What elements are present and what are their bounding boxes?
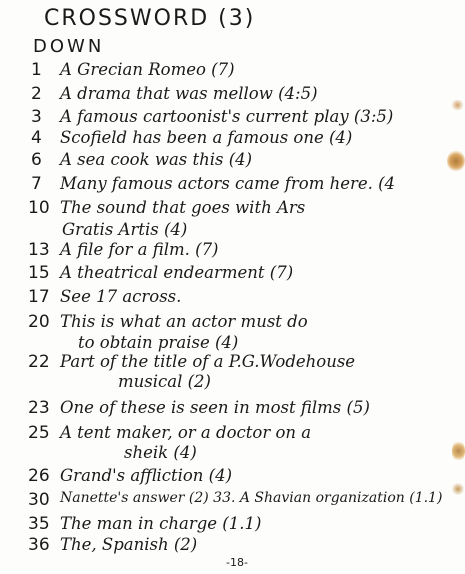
clue-number: 30	[28, 490, 50, 510]
clue-text: A famous cartoonist's current play (3:5)	[60, 107, 394, 126]
clue-text: A file for a film. (7)	[60, 240, 219, 259]
clue-continuation: sheik (4)	[124, 443, 197, 462]
clue-text: See 17 across.	[60, 287, 182, 306]
clue-text: A sea cook was this (4)	[60, 150, 253, 169]
section-heading: DOWN	[33, 36, 105, 57]
clue-text: Grand's affliction (4)	[60, 466, 233, 485]
clue-text: The sound that goes with Ars	[60, 198, 306, 217]
clue-number: 6	[31, 150, 42, 170]
clue-text: Many famous actors came from here. (4	[60, 174, 396, 193]
clue-number: 23	[28, 398, 50, 418]
clue-text: This is what an actor must do	[60, 312, 308, 331]
clue-item	[0, 490, 465, 516]
clue-continuation: to obtain praise (4)	[78, 333, 239, 352]
clue-number: 20	[28, 312, 50, 332]
clue-text: One of these is seen in most films (5)	[60, 398, 370, 417]
clue-number: 26	[28, 466, 50, 486]
clue-text: A drama that was mellow (4:5)	[60, 84, 318, 103]
clue-number: 3	[31, 107, 42, 127]
clue-item	[0, 263, 465, 289]
clue-item	[0, 287, 465, 313]
clue-item	[0, 150, 465, 176]
clue-text: A tent maker, or a doctor on a	[60, 423, 312, 442]
clue-text: The man in charge (1.1)	[60, 514, 262, 533]
clue-item	[0, 60, 465, 86]
clue-item	[0, 423, 465, 449]
clue-item	[0, 174, 465, 200]
clue-number: 7	[31, 174, 42, 194]
clue-item	[0, 398, 465, 424]
clue-continuation: musical (2)	[118, 372, 211, 391]
clue-text: Scofield has been a famous one (4)	[60, 128, 353, 147]
clue-number: 22	[28, 352, 50, 372]
clue-continuation: Gratis Artis (4)	[62, 220, 188, 239]
clue-number: 35	[28, 514, 50, 534]
clue-number: 10	[28, 198, 50, 218]
clue-item	[0, 352, 465, 378]
clue-text: Nanette's answer (2) 33. A Shavian organization (1.1)	[60, 490, 443, 506]
clue-text: The, Spanish (2)	[60, 535, 198, 554]
clue-text: Part of the title of a P.G.Wodehouse	[60, 352, 356, 371]
clue-number: 13	[28, 240, 50, 260]
clue-number: 2	[31, 84, 42, 104]
clue-text: A Grecian Romeo (7)	[60, 60, 235, 79]
clue-number: 15	[28, 263, 50, 283]
clue-item	[0, 466, 465, 492]
clue-text: A theatrical endearment (7)	[60, 263, 294, 282]
clue-number: 25	[28, 423, 50, 443]
page-title: CROSSWORD (3)	[44, 6, 256, 31]
clue-number: 1	[31, 60, 42, 80]
page-number: -18-	[226, 556, 248, 569]
clue-number: 4	[31, 128, 42, 148]
clue-number: 36	[28, 535, 50, 555]
clue-number: 17	[28, 287, 50, 307]
